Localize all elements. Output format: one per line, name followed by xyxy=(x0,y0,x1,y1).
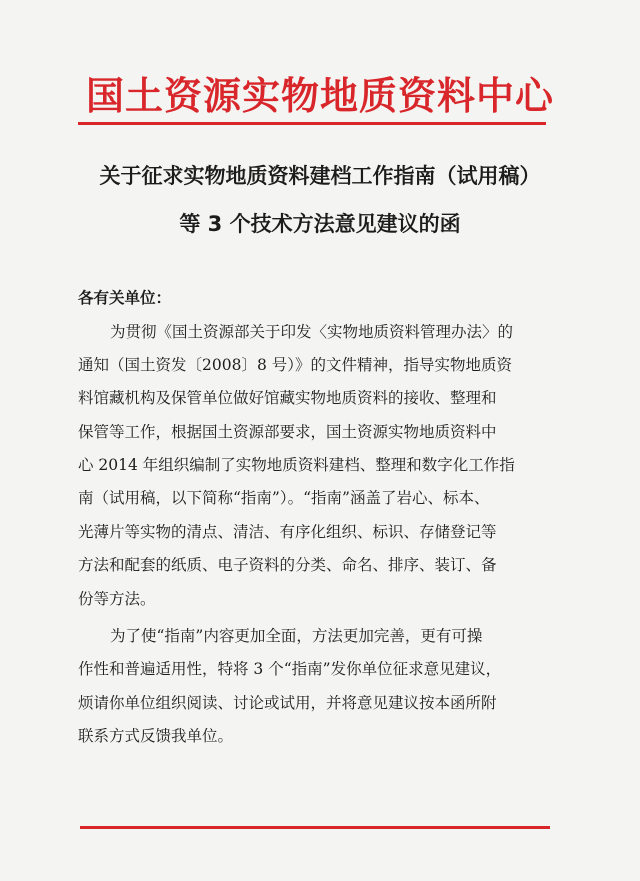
paragraph-1-line: 保管等工作，根据国土资源部要求，国土资源实物地质资料中 xyxy=(78,423,497,441)
paragraph-1-line: 心 2014 年组织编制了实物地质资料建档、整理和数字化工作指 xyxy=(78,456,515,474)
paragraph-1-line: 方法和配套的纸质、电子资料的分类、命名、排序、装订、备 xyxy=(78,556,497,574)
paragraph-1-line: 光薄片等实物的清点、清洁、有序化组织、标识、存储登记等 xyxy=(78,523,497,541)
letterhead-red-rule xyxy=(78,122,546,125)
salutation: 各有关单位： xyxy=(78,289,172,307)
document-title-line-2: 等 3 个技术方法意见建议的函 xyxy=(179,212,461,236)
paragraph-2-line: 烦请你单位组织阅读、讨论或试用，并将意见建议按本函所附 xyxy=(78,694,497,712)
paragraph-1-line: 份等方法。 xyxy=(78,590,156,608)
paragraph-1-line: 南（试用稿，以下简称“指南”）。“指南”涵盖了岩心、标本、 xyxy=(78,489,490,507)
footer-red-rule xyxy=(80,826,550,829)
paragraph-1-line: 料馆藏机构及保管单位做好馆藏实物地质资料的接收、整理和 xyxy=(78,389,497,407)
document-title-line-1: 关于征求实物地质资料建档工作指南（试用稿） xyxy=(99,164,541,188)
paragraph-2-line: 作性和普遍适用性，特将 3 个“指南”发你单位征求意见建议， xyxy=(78,660,502,678)
letterhead-title: 国土资源实物地质资料中心 xyxy=(85,73,554,118)
paragraph-1-line: 通知（国土资发〔2008〕8 号）》的文件精神，指导实物地质资 xyxy=(78,356,512,374)
paragraph-2-line: 为了使“指南”内容更加全面，方法更加完善，更有可操 xyxy=(110,627,483,645)
paragraph-2-line: 联系方式反馈我单位。 xyxy=(78,727,234,745)
paragraph-1-line: 为贯彻《国土资源部关于印发〈实物地质资料管理办法〉的 xyxy=(110,323,514,341)
